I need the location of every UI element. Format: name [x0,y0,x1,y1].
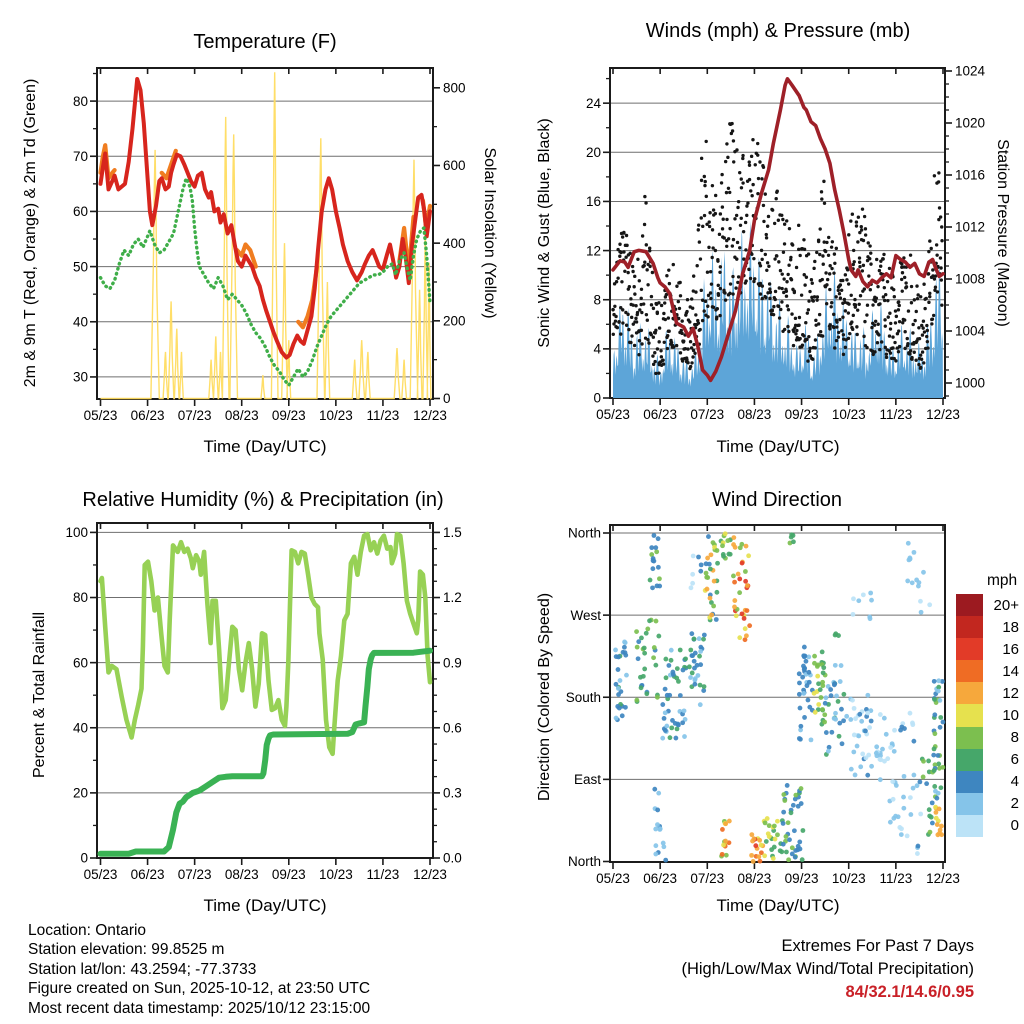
legend-row [956,638,1019,660]
svg-text:70: 70 [72,148,88,164]
svg-text:North: North [567,854,601,870]
svg-text:06/23: 06/23 [643,871,678,886]
legend-swatch [956,727,983,749]
svg-text:South: South [565,689,601,705]
ylabel-direction: Direction (Colored By Speed) [536,592,553,802]
legend-swatch [956,749,983,771]
legend-row [956,749,1019,771]
legend-row [956,594,1019,616]
legend-swatch [956,638,983,660]
legend-label: 4 [1010,773,1019,791]
legend-row [956,727,1019,749]
svg-text:100: 100 [65,525,88,541]
svg-text:1000: 1000 [955,375,986,391]
legend-label: 2 [1010,795,1019,813]
ylabel-temperature-left: 2m & 9m T (Red, Orange) & 2m Td (Green) [22,78,39,388]
station-location: Location: Ontario [28,922,147,939]
svg-text:05/23: 05/23 [596,871,630,886]
svg-text:05/23: 05/23 [596,407,630,422]
data-timestamp: Most recent data timestamp: 2025/10/12 23:15:00 [28,999,371,1017]
svg-text:11/23: 11/23 [879,407,913,422]
xlabel-wind-direction: Time (Day/UTC) [716,896,840,915]
svg-text:10/23: 10/23 [831,871,866,886]
svg-text:0.9: 0.9 [443,655,462,671]
svg-text:1012: 1012 [955,219,986,235]
svg-text:80: 80 [72,93,88,109]
svg-text:08/23: 08/23 [224,867,259,882]
legend-label: 8 [1010,729,1019,747]
svg-text:0.0: 0.0 [443,850,462,866]
xlabel-humidity: Time (Day/UTC) [203,896,327,915]
legend-label: 14 [1002,662,1019,680]
legend-swatch [956,616,983,638]
svg-text:20: 20 [585,145,601,160]
svg-text:05/23: 05/23 [83,408,118,423]
svg-text:12/23: 12/23 [926,407,960,422]
ylabel-wind-left: Sonic Wind & Gust (Blue, Black) [536,118,553,348]
station-metadata [28,921,370,1018]
svg-text:East: East [573,772,601,788]
svg-text:09/23: 09/23 [271,867,306,882]
svg-text:60: 60 [72,655,88,671]
svg-text:400: 400 [443,235,466,251]
svg-text:09/23: 09/23 [784,871,819,886]
legend-title: mph [987,572,1018,589]
legend-row [956,815,1019,837]
svg-text:0.3: 0.3 [443,785,462,801]
svg-text:12/23: 12/23 [413,408,447,423]
legend-label: 6 [1010,751,1019,769]
chart-title-temperature: Temperature (F) [193,31,337,53]
svg-text:1020: 1020 [955,115,986,131]
svg-text:24: 24 [585,95,601,111]
svg-text:60: 60 [72,204,88,220]
svg-text:80: 80 [72,590,88,606]
svg-text:0.6: 0.6 [443,720,462,736]
legend-label: 18 [1002,618,1019,636]
svg-text:09/23: 09/23 [784,407,819,422]
svg-text:200: 200 [443,313,466,329]
legend-row [956,616,1019,638]
chart-title-humidity-precip: Relative Humidity (%) & Precipitation (in) [82,489,444,511]
svg-text:07/23: 07/23 [690,407,725,422]
svg-text:12/23: 12/23 [926,871,960,886]
legend-colorbar [956,594,1019,837]
svg-text:08/23: 08/23 [737,407,772,422]
svg-text:0: 0 [593,390,601,406]
legend-label: 20+ [993,596,1019,614]
svg-text:4: 4 [593,341,601,357]
svg-text:1008: 1008 [955,271,986,287]
svg-text:06/23: 06/23 [643,407,678,422]
svg-text:20: 20 [72,785,88,801]
svg-text:10/23: 10/23 [318,867,353,882]
svg-text:600: 600 [443,158,466,174]
legend-label: 12 [1002,684,1019,702]
svg-text:12/23: 12/23 [413,867,447,882]
svg-text:West: West [570,607,601,623]
svg-text:06/23: 06/23 [130,408,165,423]
svg-text:07/23: 07/23 [690,871,725,886]
ylabel-pressure-right: Station Pressure (Maroon) [994,139,1011,327]
svg-text:11/23: 11/23 [366,867,400,882]
extremes-values: 84/32.1/14.6/0.95 [845,983,974,1001]
station-elevation: Station elevation: 99.8525 m [28,941,225,959]
legend-label: 0 [1010,817,1019,835]
svg-text:0: 0 [80,850,88,866]
legend-swatch [956,771,983,793]
legend-swatch [956,815,983,837]
svg-text:50: 50 [72,259,88,275]
ylabel-percent-rainfall: Percent & Total Rainfall [31,611,48,779]
legend-swatch [956,682,983,704]
svg-text:1024: 1024 [955,63,986,79]
svg-text:11/23: 11/23 [879,871,913,886]
legend-swatch [956,704,983,726]
svg-text:07/23: 07/23 [177,408,212,423]
ylabel-solar-right: Solar Insolation (Yellow) [481,147,498,319]
svg-text:06/23: 06/23 [130,867,165,882]
figure-created: Figure created on Sun, 2025-10-12, at 23:50 UTC [28,980,371,998]
svg-text:North: North [567,525,601,541]
speed-legend [956,572,1019,837]
svg-text:40: 40 [72,720,88,736]
svg-text:08/23: 08/23 [737,871,772,886]
legend-row [956,682,1019,704]
legend-row [956,660,1019,682]
extremes-block [681,935,974,1004]
chart-title-winds-pressure: Winds (mph) & Pressure (mb) [645,20,911,42]
legend-swatch [956,660,983,682]
legend-row [956,771,1019,793]
chart-title-wind-direction: Wind Direction [711,489,843,511]
svg-text:08/23: 08/23 [224,408,259,423]
svg-text:40: 40 [72,314,88,330]
svg-text:12: 12 [585,243,601,259]
extremes-subtitle: (High/Low/Max Wind/Total Precipitation) [681,960,974,978]
svg-text:1.5: 1.5 [443,525,462,541]
svg-text:09/23: 09/23 [271,408,306,423]
svg-text:05/23: 05/23 [83,867,118,882]
legend-row [956,793,1019,815]
svg-text:30: 30 [72,369,88,385]
legend-row [956,704,1019,726]
legend-swatch [956,793,983,815]
legend-label: 16 [1002,640,1019,658]
xlabel-temperature: Time (Day/UTC) [203,437,327,456]
svg-text:1.2: 1.2 [443,590,462,606]
svg-text:1004: 1004 [955,323,986,339]
svg-text:10/23: 10/23 [831,407,866,422]
svg-text:800: 800 [443,80,466,96]
svg-text:0: 0 [443,391,451,407]
legend-label: 10 [1002,707,1019,725]
extremes-title: Extremes For Past 7 Days [781,937,974,955]
legend-swatch [956,594,983,616]
svg-text:1016: 1016 [955,167,986,183]
svg-text:10/23: 10/23 [318,408,353,423]
svg-text:07/23: 07/23 [177,867,212,882]
station-latlon: Station lat/lon: 43.2594; -77.3733 [28,960,257,978]
svg-text:11/23: 11/23 [366,408,400,423]
svg-text:8: 8 [593,292,601,308]
xlabel-winds: Time (Day/UTC) [716,437,840,456]
svg-text:16: 16 [585,194,601,210]
